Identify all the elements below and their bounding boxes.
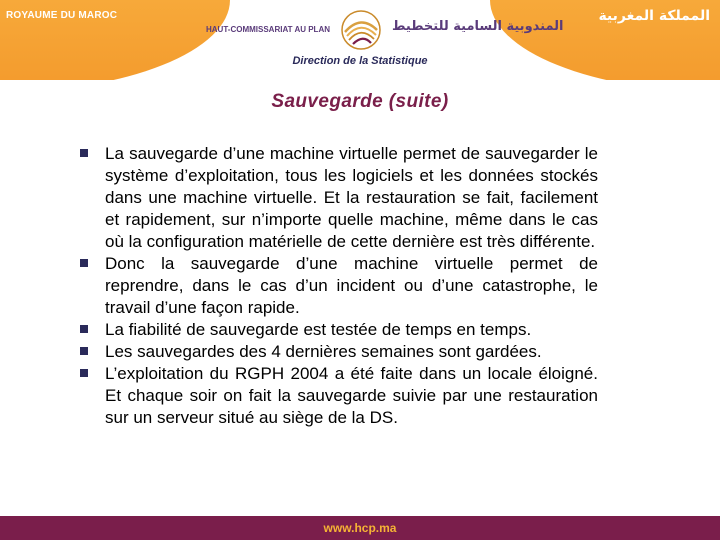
bullet-text: Les sauvegardes des 4 dernières semaines sont gardées. [105, 342, 542, 361]
website-url: www.hcp.ma [323, 521, 397, 535]
hcp-logo-icon [339, 8, 383, 52]
bullet-item [78, 341, 598, 363]
bullet-item [78, 363, 598, 429]
slide-header [0, 0, 720, 80]
square-bullet-icon [80, 325, 88, 333]
kingdom-name-ar: المملكة المغربية [598, 8, 710, 24]
bullet-text: L’exploitation du RGPH 2004 a été faite dans un locale éloigné. Et chaque soir on fait la sauvegarde suivie par une restauration sur un serveur situé au siège de la DS. [105, 364, 598, 427]
hcp-name-fr: HAUT-COMMISSARIAT AU PLAN [206, 25, 330, 34]
bullet-list [78, 143, 598, 429]
bullet-item [78, 253, 598, 319]
hcp-name-ar: المندوبية السامية للتخطيط [392, 19, 564, 34]
direction-subtitle: Direction de la Statistique [292, 55, 428, 67]
square-bullet-icon [80, 347, 88, 355]
square-bullet-icon [80, 149, 88, 157]
bullet-item [78, 319, 598, 341]
bullet-text: La fiabilité de sauvegarde est testée de temps en temps. [105, 320, 532, 339]
square-bullet-icon [80, 259, 88, 267]
slide-title: Sauvegarde (suite) [271, 91, 449, 112]
bullet-text: La sauvegarde d’une machine virtuelle permet de sauvegarder le système d’exploitation, tous les logiciels et les données stockés dans une machine virtuelle. Et la restauration se fait, facilement et rapidement, sur n’importe quelle machine, même dans le cas où la configuration matérielle de cette dernière est très différente. [105, 144, 598, 251]
bullet-item [78, 143, 598, 253]
slide-footer [0, 516, 720, 540]
bullet-text: Donc la sauvegarde d’une machine virtuelle permet de reprendre, dans le cas d’un incident ou d’une catastrophe, le travail d’une façon rapide. [105, 254, 598, 317]
square-bullet-icon [80, 369, 88, 377]
kingdom-name-fr: ROYAUME DU MAROC [6, 10, 118, 21]
